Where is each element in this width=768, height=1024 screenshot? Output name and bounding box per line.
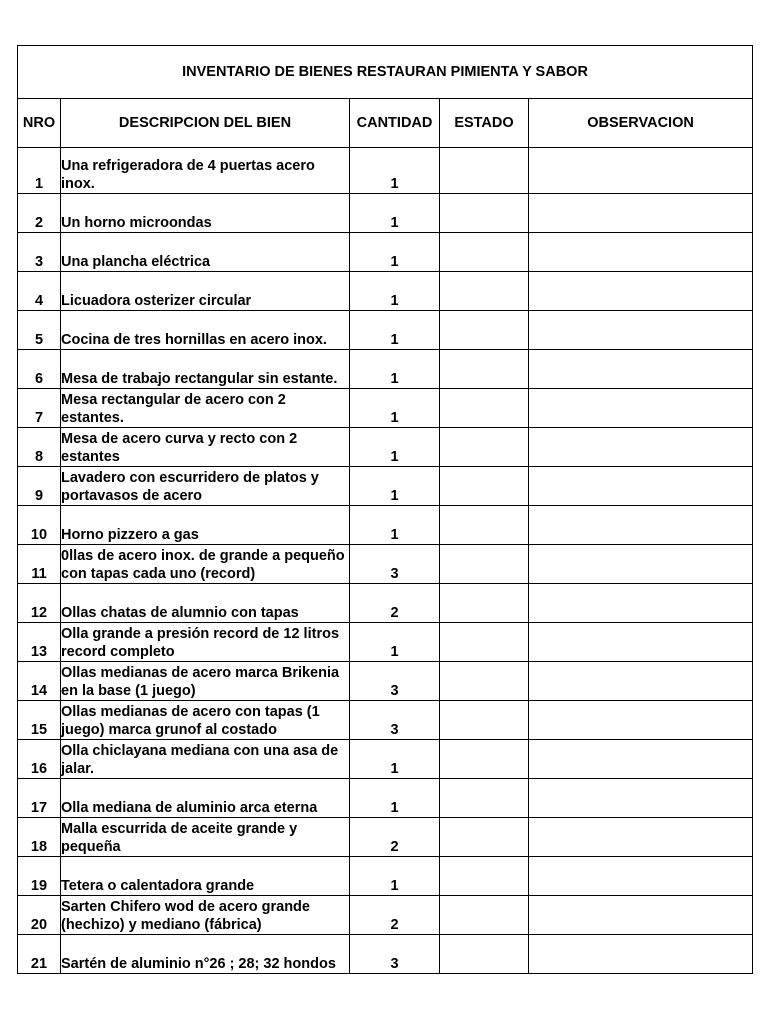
item-descripcion: Ollas chatas de alumnio con tapas bbox=[61, 584, 350, 623]
item-estado bbox=[440, 389, 529, 428]
item-nro: 8 bbox=[18, 428, 61, 467]
item-estado bbox=[440, 272, 529, 311]
item-nro: 2 bbox=[18, 194, 61, 233]
item-cantidad: 1 bbox=[350, 350, 440, 389]
item-nro: 14 bbox=[18, 662, 61, 701]
item-nro: 17 bbox=[18, 779, 61, 818]
item-estado bbox=[440, 350, 529, 389]
table-row bbox=[18, 428, 753, 467]
item-estado bbox=[440, 311, 529, 350]
item-descripcion: Olla grande a presión record de 12 litros record completo bbox=[61, 623, 350, 662]
item-cantidad: 3 bbox=[350, 935, 440, 974]
table-row bbox=[18, 701, 753, 740]
table-row bbox=[18, 148, 753, 194]
table-row bbox=[18, 584, 753, 623]
item-nro: 9 bbox=[18, 467, 61, 506]
item-nro: 5 bbox=[18, 311, 61, 350]
item-observacion bbox=[529, 857, 753, 896]
item-descripcion: Lavadero con escurridero de platos y portavasos de acero bbox=[61, 467, 350, 506]
item-cantidad: 3 bbox=[350, 662, 440, 701]
item-cantidad: 1 bbox=[350, 148, 440, 194]
item-nro: 21 bbox=[18, 935, 61, 974]
item-estado bbox=[440, 148, 529, 194]
item-estado bbox=[440, 467, 529, 506]
item-nro: 12 bbox=[18, 584, 61, 623]
item-observacion bbox=[529, 701, 753, 740]
item-estado bbox=[440, 233, 529, 272]
column-header-nro: NRO bbox=[18, 99, 61, 148]
table-row bbox=[18, 662, 753, 701]
item-estado bbox=[440, 662, 529, 701]
item-observacion bbox=[529, 779, 753, 818]
item-observacion bbox=[529, 467, 753, 506]
item-descripcion: Horno pizzero a gas bbox=[61, 506, 350, 545]
table-row bbox=[18, 857, 753, 896]
item-estado bbox=[440, 740, 529, 779]
item-observacion bbox=[529, 428, 753, 467]
table-row bbox=[18, 506, 753, 545]
item-descripcion: Cocina de tres hornillas en acero inox. bbox=[61, 311, 350, 350]
item-nro: 20 bbox=[18, 896, 61, 935]
item-cantidad: 1 bbox=[350, 194, 440, 233]
item-observacion bbox=[529, 623, 753, 662]
item-cantidad: 1 bbox=[350, 623, 440, 662]
item-nro: 16 bbox=[18, 740, 61, 779]
item-estado bbox=[440, 779, 529, 818]
item-cantidad: 1 bbox=[350, 506, 440, 545]
column-header-estado: ESTADO bbox=[440, 99, 529, 148]
item-estado bbox=[440, 857, 529, 896]
item-descripcion: 0llas de acero inox. de grande a pequeño con tapas cada uno (record) bbox=[61, 545, 350, 584]
item-observacion bbox=[529, 662, 753, 701]
item-descripcion: Mesa rectangular de acero con 2 estantes. bbox=[61, 389, 350, 428]
item-cantidad: 1 bbox=[350, 389, 440, 428]
item-nro: 7 bbox=[18, 389, 61, 428]
item-cantidad: 1 bbox=[350, 428, 440, 467]
item-cantidad: 1 bbox=[350, 857, 440, 896]
item-estado bbox=[440, 194, 529, 233]
item-cantidad: 2 bbox=[350, 584, 440, 623]
item-nro: 10 bbox=[18, 506, 61, 545]
item-observacion bbox=[529, 148, 753, 194]
document-title: INVENTARIO DE BIENES RESTAURAN PIMIENTA Y SABOR bbox=[18, 46, 753, 99]
item-estado bbox=[440, 584, 529, 623]
item-observacion bbox=[529, 740, 753, 779]
item-estado bbox=[440, 428, 529, 467]
column-header-descripcion: DESCRIPCION DEL BIEN bbox=[61, 99, 350, 148]
item-observacion bbox=[529, 896, 753, 935]
table-row bbox=[18, 545, 753, 584]
title-row bbox=[18, 46, 753, 99]
item-descripcion: Licuadora osterizer circular bbox=[61, 272, 350, 311]
item-nro: 1 bbox=[18, 148, 61, 194]
item-nro: 18 bbox=[18, 818, 61, 857]
item-estado bbox=[440, 818, 529, 857]
item-nro: 11 bbox=[18, 545, 61, 584]
column-header-cantidad: CANTIDAD bbox=[350, 99, 440, 148]
item-nro: 15 bbox=[18, 701, 61, 740]
item-nro: 4 bbox=[18, 272, 61, 311]
inventory-table bbox=[17, 45, 753, 974]
item-cantidad: 1 bbox=[350, 272, 440, 311]
item-observacion bbox=[529, 935, 753, 974]
inventory-body bbox=[18, 148, 753, 974]
item-descripcion: Olla chiclayana mediana con una asa de jalar. bbox=[61, 740, 350, 779]
item-observacion bbox=[529, 272, 753, 311]
item-descripcion: Tetera o calentadora grande bbox=[61, 857, 350, 896]
table-row bbox=[18, 623, 753, 662]
table-row bbox=[18, 896, 753, 935]
item-observacion bbox=[529, 818, 753, 857]
item-estado bbox=[440, 623, 529, 662]
item-cantidad: 1 bbox=[350, 311, 440, 350]
item-descripcion: Una refrigeradora de 4 puertas acero inox. bbox=[61, 148, 350, 194]
table-row bbox=[18, 779, 753, 818]
item-observacion bbox=[529, 311, 753, 350]
table-row bbox=[18, 818, 753, 857]
item-observacion bbox=[529, 233, 753, 272]
item-observacion bbox=[529, 194, 753, 233]
item-observacion bbox=[529, 584, 753, 623]
item-observacion bbox=[529, 389, 753, 428]
item-cantidad: 3 bbox=[350, 545, 440, 584]
table-row bbox=[18, 194, 753, 233]
table-row bbox=[18, 233, 753, 272]
item-descripcion: Ollas medianas de acero con tapas (1 juego) marca grunof al costado bbox=[61, 701, 350, 740]
item-observacion bbox=[529, 350, 753, 389]
item-cantidad: 2 bbox=[350, 818, 440, 857]
item-estado bbox=[440, 935, 529, 974]
table-row bbox=[18, 389, 753, 428]
table-row bbox=[18, 467, 753, 506]
item-estado bbox=[440, 545, 529, 584]
header-row bbox=[18, 99, 753, 148]
item-descripcion: Un horno microondas bbox=[61, 194, 350, 233]
column-header-observacion: OBSERVACION bbox=[529, 99, 753, 148]
item-cantidad: 1 bbox=[350, 779, 440, 818]
item-descripcion: Malla escurrida de aceite grande y pequeña bbox=[61, 818, 350, 857]
item-descripcion: Una plancha eléctrica bbox=[61, 233, 350, 272]
table-row bbox=[18, 311, 753, 350]
table-row bbox=[18, 272, 753, 311]
table-row bbox=[18, 935, 753, 974]
item-nro: 6 bbox=[18, 350, 61, 389]
item-cantidad: 2 bbox=[350, 896, 440, 935]
item-nro: 13 bbox=[18, 623, 61, 662]
item-descripcion: Mesa de acero curva y recto con 2 estantes bbox=[61, 428, 350, 467]
item-cantidad: 1 bbox=[350, 233, 440, 272]
item-descripcion: Mesa de trabajo rectangular sin estante. bbox=[61, 350, 350, 389]
item-estado bbox=[440, 506, 529, 545]
item-descripcion: Ollas medianas de acero marca Brikenia en la base (1 juego) bbox=[61, 662, 350, 701]
item-observacion bbox=[529, 545, 753, 584]
item-estado bbox=[440, 701, 529, 740]
table-row bbox=[18, 350, 753, 389]
item-cantidad: 3 bbox=[350, 701, 440, 740]
item-descripcion: Olla mediana de aluminio arca eterna bbox=[61, 779, 350, 818]
table-row bbox=[18, 740, 753, 779]
item-cantidad: 1 bbox=[350, 467, 440, 506]
item-observacion bbox=[529, 506, 753, 545]
item-nro: 3 bbox=[18, 233, 61, 272]
item-descripcion: Sartén de aluminio n°26 ; 28; 32 hondos bbox=[61, 935, 350, 974]
item-descripcion: Sarten Chifero wod de acero grande (hechizo) y mediano (fábrica) bbox=[61, 896, 350, 935]
item-nro: 19 bbox=[18, 857, 61, 896]
item-estado bbox=[440, 896, 529, 935]
item-cantidad: 1 bbox=[350, 740, 440, 779]
